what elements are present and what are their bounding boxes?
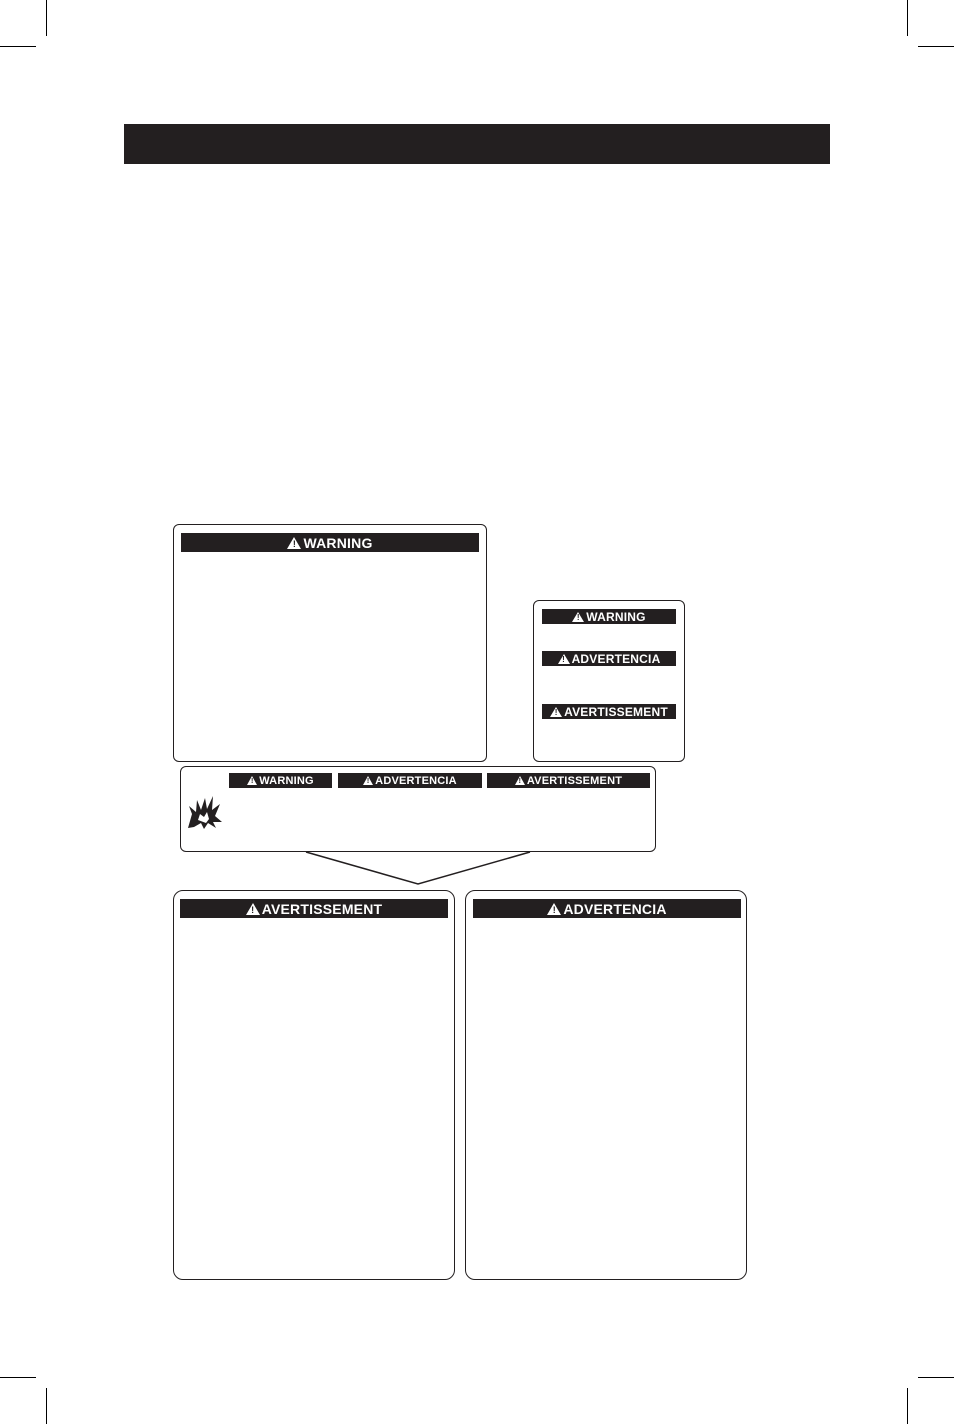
crop-mark-top-left-horizontal (0, 46, 36, 47)
advertencia-banner-combined (338, 773, 482, 788)
warning-banner-text: WARNING (586, 609, 646, 624)
advertencia-banner-text: ADVERTENCIA (563, 900, 667, 917)
warning-triangle-icon (547, 903, 561, 915)
warning-triangle-icon (246, 903, 260, 915)
advertencia-banner-text: ADVERTENCIA (375, 774, 457, 787)
combined-trilingual-label (180, 766, 656, 852)
avertissement-banner-text: AVERTISSEMENT (261, 900, 383, 917)
crop-mark-top-left-vertical (46, 0, 47, 36)
warning-triangle-icon (247, 776, 257, 785)
warning-triangle-icon (572, 612, 584, 622)
avertissement-banner-small (542, 704, 676, 719)
advertencia-banner-small (542, 651, 676, 666)
warning-banner-small (542, 609, 676, 624)
warning-triangle-icon (363, 776, 373, 785)
warning-triangle-icon (558, 654, 570, 664)
crop-mark-top-right-horizontal (918, 46, 954, 47)
avertissement-banner-combined (487, 773, 650, 788)
warning-banner (181, 533, 479, 552)
avertissement-banner-text: AVERTISSEMENT (564, 704, 668, 719)
warning-triangle-icon (550, 707, 562, 717)
warning-triangle-icon (287, 537, 301, 549)
advertencia-label-spanish (465, 890, 747, 1280)
advertencia-banner-text: ADVERTENCIA (571, 651, 661, 666)
warning-banner-text: WARNING (303, 534, 373, 551)
crop-mark-bottom-left-horizontal (0, 1377, 36, 1378)
warning-triangle-icon (515, 776, 525, 785)
warning-banner-combined (229, 773, 332, 788)
avertissement-banner (180, 899, 448, 918)
crop-mark-bottom-left-vertical (46, 1388, 47, 1424)
trilingual-small-label (533, 600, 685, 762)
warning-banner-text: WARNING (259, 774, 314, 787)
warning-label-english (173, 524, 487, 762)
explosion-icon (186, 792, 224, 830)
crop-mark-bottom-right-horizontal (918, 1377, 954, 1378)
advertencia-banner (473, 899, 741, 918)
section-header-bar (124, 124, 830, 164)
avertissement-label-french (173, 890, 455, 1280)
crop-mark-top-right-vertical (907, 0, 908, 36)
avertissement-banner-text: AVERTISSEMENT (526, 774, 623, 787)
crop-mark-bottom-right-vertical (907, 1388, 908, 1424)
